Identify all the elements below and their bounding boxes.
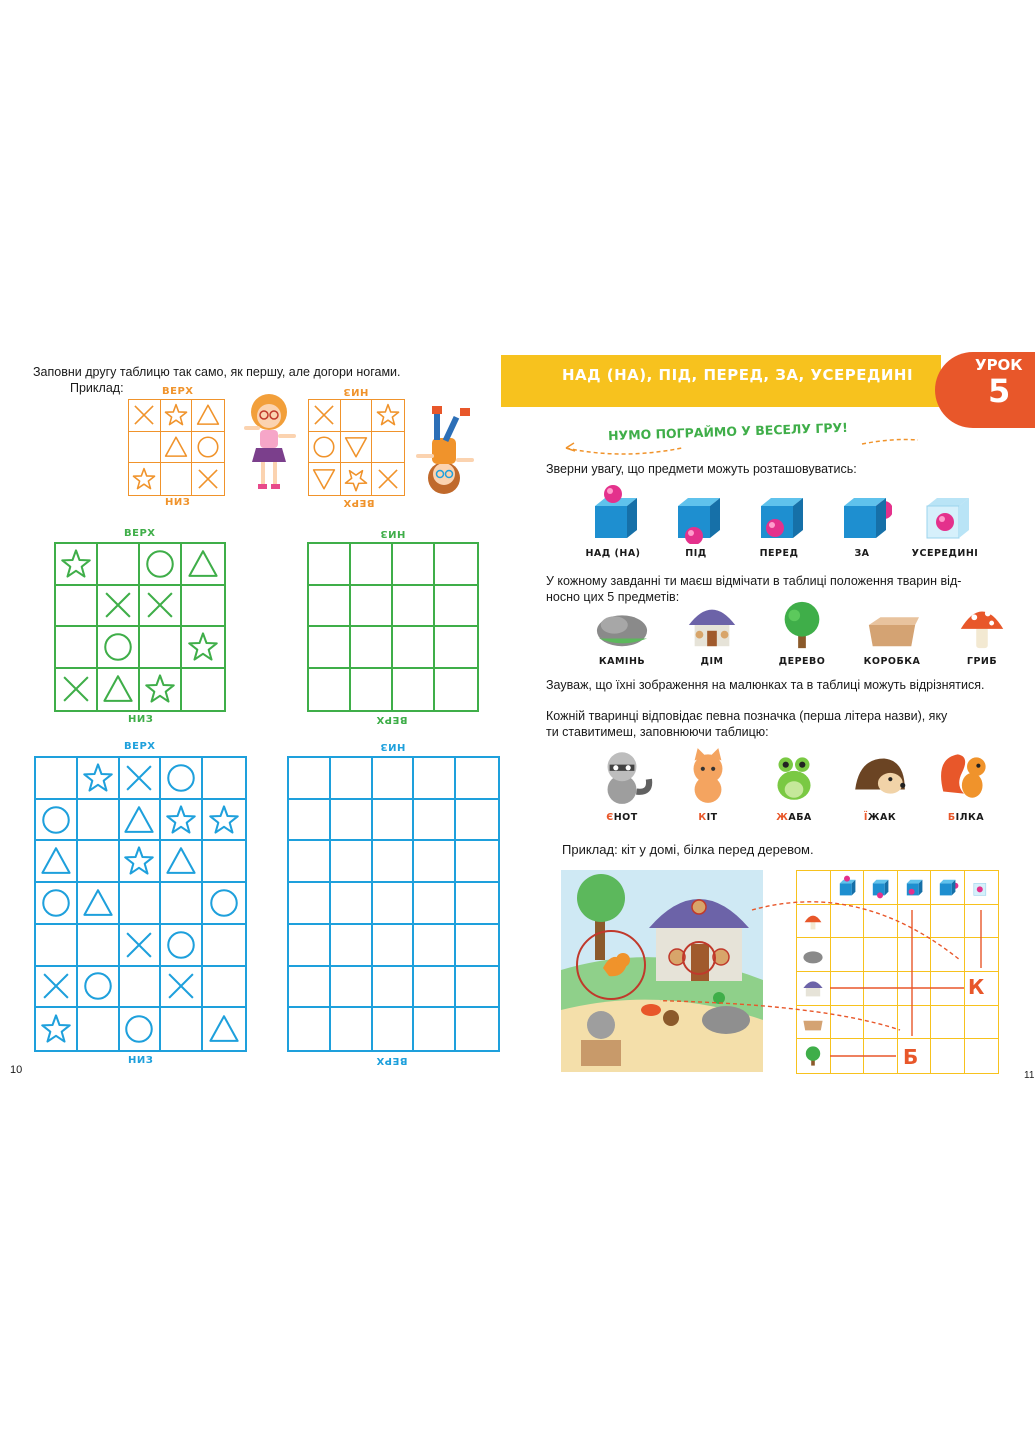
circle-shape bbox=[101, 630, 135, 664]
x-shape bbox=[164, 969, 198, 1003]
grid-cell[interactable] bbox=[414, 1008, 456, 1050]
grid-cell bbox=[192, 400, 224, 432]
position-label: ПІД bbox=[685, 548, 707, 559]
grid-cell bbox=[129, 463, 161, 495]
grid-cell bbox=[203, 883, 245, 925]
star-shape bbox=[163, 402, 189, 428]
animal-label bbox=[585, 812, 659, 823]
x-shape bbox=[131, 402, 157, 428]
grid-cell[interactable] bbox=[289, 925, 331, 967]
green-grid-empty[interactable] bbox=[307, 542, 479, 712]
grid-cell bbox=[192, 432, 224, 464]
hedgehog-icon bbox=[849, 744, 911, 806]
subtitle: НУМО ПОГРАЙМО У ВЕСЕЛУ ГРУ! bbox=[607, 419, 849, 444]
grid-cell bbox=[78, 883, 120, 925]
grid-cell bbox=[78, 758, 120, 800]
example-label: Приклад: bbox=[70, 381, 124, 395]
top-label-flipped: НИЗ bbox=[380, 741, 406, 752]
position-item bbox=[578, 484, 648, 559]
grid-cell[interactable] bbox=[414, 967, 456, 1009]
grid-cell bbox=[309, 400, 341, 432]
animal-label bbox=[929, 812, 1003, 823]
grid-cell bbox=[161, 925, 203, 967]
circle-shape bbox=[39, 803, 73, 837]
cube-icon bbox=[666, 484, 726, 544]
circle-shape bbox=[164, 761, 198, 795]
grid-cell bbox=[36, 758, 78, 800]
object-item bbox=[675, 598, 749, 667]
grid-cell[interactable] bbox=[414, 758, 456, 800]
example-grid-flipped bbox=[308, 399, 405, 496]
animals-row bbox=[585, 744, 1005, 828]
grid-cell[interactable] bbox=[393, 669, 435, 711]
example-text: Приклад: кіт у домі, білка перед деревом. bbox=[562, 842, 814, 857]
grid-cell[interactable] bbox=[331, 758, 373, 800]
animal-name-rest: АБА bbox=[788, 812, 812, 823]
box-icon bbox=[863, 598, 921, 652]
cube-icon bbox=[749, 484, 809, 544]
grid-cell bbox=[140, 669, 182, 711]
squirrel-icon bbox=[935, 744, 997, 806]
grid-cell[interactable] bbox=[289, 883, 331, 925]
grid-cell bbox=[56, 627, 98, 669]
grid-cell bbox=[182, 627, 224, 669]
grid-cell[interactable] bbox=[456, 883, 498, 925]
grid-cell[interactable] bbox=[331, 925, 373, 967]
grid-cell[interactable] bbox=[351, 586, 393, 628]
star-shape bbox=[186, 630, 220, 664]
grid-cell bbox=[120, 841, 162, 883]
triangle-shape bbox=[207, 1012, 241, 1046]
circle-shape bbox=[39, 886, 73, 920]
grid-cell[interactable] bbox=[456, 967, 498, 1009]
grid-cell[interactable] bbox=[456, 841, 498, 883]
star-shape bbox=[122, 844, 156, 878]
grid-cell bbox=[203, 841, 245, 883]
grid-cell bbox=[36, 925, 78, 967]
example-grid bbox=[128, 399, 225, 496]
bottom-label: НИЗ bbox=[165, 497, 191, 508]
star-shape bbox=[207, 803, 241, 837]
star-shape bbox=[39, 1012, 73, 1046]
triangle-shape bbox=[101, 672, 135, 706]
top-label-flipped: НИЗ bbox=[380, 528, 406, 539]
grid-cell bbox=[140, 586, 182, 628]
instruction-text: Заповни другу таблицю так само, як першу, але догори ногами. bbox=[33, 365, 401, 379]
paragraph: Кожній тваринці відповідає певна позначка (перша літера назви), яку bbox=[546, 709, 948, 723]
object-label: КОРОБКА bbox=[863, 656, 921, 667]
triangle-shape bbox=[81, 886, 115, 920]
animal-first-letter: К bbox=[698, 812, 707, 823]
grid-cell bbox=[120, 925, 162, 967]
circle-shape bbox=[81, 969, 115, 1003]
grid-cell[interactable] bbox=[456, 800, 498, 842]
x-shape bbox=[311, 402, 337, 428]
object-label: ДЕРЕВО bbox=[778, 656, 826, 667]
grid-cell bbox=[203, 967, 245, 1009]
position-item bbox=[744, 484, 814, 559]
position-item bbox=[910, 484, 980, 559]
star-shape bbox=[131, 466, 157, 492]
bottom-label-flipped: ВЕРХ bbox=[376, 1055, 408, 1066]
position-label: НАД (НА) bbox=[585, 548, 641, 559]
grid-cell bbox=[182, 669, 224, 711]
position-label: ПЕРЕД bbox=[759, 548, 799, 559]
grid-cell[interactable] bbox=[309, 627, 351, 669]
cube-icon bbox=[915, 484, 975, 544]
grid-cell bbox=[120, 967, 162, 1009]
x-shape bbox=[101, 588, 135, 622]
example-arrows bbox=[660, 870, 1005, 1074]
animal-first-letter: Ї bbox=[863, 812, 868, 823]
grid-cell bbox=[309, 463, 341, 495]
mushroom-icon bbox=[953, 598, 1011, 652]
stone-icon bbox=[593, 598, 651, 652]
grid-cell[interactable] bbox=[289, 800, 331, 842]
paragraph: Зверни увагу, що предмети можуть розташовуватись: bbox=[546, 462, 857, 476]
animal-name-rest: ІТ bbox=[706, 812, 718, 823]
blue-grid-empty[interactable] bbox=[287, 756, 500, 1052]
grid-cell[interactable] bbox=[393, 627, 435, 669]
grid-cell bbox=[161, 463, 193, 495]
object-label: ГРИБ bbox=[966, 656, 998, 667]
grid-cell bbox=[129, 432, 161, 464]
animal-item bbox=[757, 744, 831, 823]
grid-cell[interactable] bbox=[373, 1008, 415, 1050]
boy-illustration bbox=[410, 402, 482, 498]
house-icon bbox=[683, 598, 741, 652]
bottom-label: НИЗ bbox=[128, 1055, 154, 1066]
grid-cell bbox=[161, 758, 203, 800]
grid-cell bbox=[98, 586, 140, 628]
object-item bbox=[585, 598, 659, 667]
grid-cell[interactable] bbox=[373, 758, 415, 800]
triangle-shape bbox=[195, 402, 221, 428]
grid-cell bbox=[203, 925, 245, 967]
grid-cell[interactable] bbox=[309, 586, 351, 628]
circle-shape bbox=[122, 1012, 156, 1046]
circle-shape bbox=[311, 434, 337, 460]
grid-cell bbox=[161, 883, 203, 925]
grid-cell bbox=[203, 758, 245, 800]
animal-first-letter: Є bbox=[606, 812, 614, 823]
grid-cell[interactable] bbox=[435, 627, 477, 669]
grid-cell[interactable] bbox=[331, 841, 373, 883]
grid-cell[interactable] bbox=[331, 883, 373, 925]
grid-cell[interactable] bbox=[393, 586, 435, 628]
grid-cell[interactable] bbox=[351, 544, 393, 586]
position-item bbox=[661, 484, 731, 559]
grid-cell bbox=[140, 627, 182, 669]
object-item bbox=[765, 598, 839, 667]
circle-shape bbox=[164, 928, 198, 962]
triangle-shape bbox=[311, 466, 337, 492]
page-number: 11 bbox=[1024, 1070, 1035, 1081]
object-item bbox=[945, 598, 1019, 667]
object-label: КАМІНЬ bbox=[598, 656, 646, 667]
animal-label bbox=[843, 812, 917, 823]
position-label: ЗА bbox=[854, 548, 870, 559]
animal-item bbox=[929, 744, 1003, 823]
grid-cell bbox=[98, 544, 140, 586]
grid-cell bbox=[161, 841, 203, 883]
grid-cell[interactable] bbox=[289, 841, 331, 883]
grid-cell[interactable] bbox=[456, 925, 498, 967]
grid-cell bbox=[56, 586, 98, 628]
bottom-label-flipped: ВЕРХ bbox=[376, 714, 408, 725]
positions-row bbox=[578, 484, 1018, 564]
grid-cell bbox=[372, 432, 404, 464]
grid-cell[interactable] bbox=[435, 544, 477, 586]
grid-cell[interactable] bbox=[331, 1008, 373, 1050]
grid-cell bbox=[161, 432, 193, 464]
grid-cell bbox=[182, 586, 224, 628]
green-grid bbox=[54, 542, 226, 712]
tree-icon bbox=[773, 598, 831, 652]
star-shape bbox=[343, 466, 369, 492]
grid-cell bbox=[98, 627, 140, 669]
grid-cell[interactable] bbox=[289, 1008, 331, 1050]
grid-cell bbox=[140, 544, 182, 586]
grid-cell[interactable] bbox=[373, 925, 415, 967]
cube-icon bbox=[832, 484, 892, 544]
paragraph: Зауваж, що їхні зображення на малюнках та в таблиці можуть відрізнятися. bbox=[546, 678, 985, 692]
grid-cell bbox=[78, 925, 120, 967]
grid-cell[interactable] bbox=[393, 544, 435, 586]
grid-cell[interactable] bbox=[414, 883, 456, 925]
grid-cell bbox=[203, 800, 245, 842]
blue-grid bbox=[34, 756, 247, 1052]
grid-cell bbox=[36, 883, 78, 925]
page-number: 10 bbox=[10, 1064, 23, 1076]
top-label: ВЕРХ bbox=[124, 528, 156, 539]
grid-cell[interactable] bbox=[289, 758, 331, 800]
lesson-title: НАД (НА), ПІД, ПЕРЕД, ЗА, УСЕРЕДИНІ bbox=[562, 366, 914, 384]
grid-cell bbox=[36, 1008, 78, 1050]
girl-illustration bbox=[238, 390, 300, 496]
circle-shape bbox=[207, 886, 241, 920]
raccoon-icon bbox=[591, 744, 653, 806]
cat-icon bbox=[677, 744, 739, 806]
x-shape bbox=[122, 928, 156, 962]
lesson-word: УРОК bbox=[975, 356, 1023, 374]
triangle-shape bbox=[163, 434, 189, 460]
animal-label bbox=[671, 812, 745, 823]
grid-cell[interactable] bbox=[435, 669, 477, 711]
star-shape bbox=[375, 402, 401, 428]
grid-cell bbox=[161, 967, 203, 1009]
grid-cell bbox=[56, 669, 98, 711]
frog-icon bbox=[763, 744, 825, 806]
grid-cell bbox=[161, 1008, 203, 1050]
grid-cell bbox=[120, 1008, 162, 1050]
star-shape bbox=[143, 672, 177, 706]
animal-first-letter: Ж bbox=[776, 812, 789, 823]
grid-cell[interactable] bbox=[309, 544, 351, 586]
grid-cell[interactable] bbox=[351, 627, 393, 669]
grid-cell[interactable] bbox=[289, 967, 331, 1009]
objects-row bbox=[585, 598, 1005, 670]
grid-cell bbox=[372, 463, 404, 495]
grid-cell[interactable] bbox=[373, 841, 415, 883]
star-shape bbox=[81, 761, 115, 795]
grid-cell bbox=[129, 400, 161, 432]
grid-cell bbox=[309, 432, 341, 464]
grid-cell bbox=[36, 967, 78, 1009]
object-label: ДІМ bbox=[700, 656, 724, 667]
grid-cell bbox=[161, 800, 203, 842]
mark-b: Б bbox=[903, 1045, 919, 1069]
grid-cell bbox=[203, 1008, 245, 1050]
top-label: ВЕРХ bbox=[124, 741, 156, 752]
triangle-shape bbox=[343, 434, 369, 460]
grid-cell bbox=[161, 400, 193, 432]
grid-cell[interactable] bbox=[373, 800, 415, 842]
grid-cell[interactable] bbox=[331, 967, 373, 1009]
grid-cell[interactable] bbox=[373, 967, 415, 1009]
grid-cell[interactable] bbox=[351, 669, 393, 711]
grid-cell[interactable] bbox=[309, 669, 351, 711]
position-item bbox=[827, 484, 897, 559]
grid-cell bbox=[78, 841, 120, 883]
triangle-shape bbox=[39, 844, 73, 878]
grid-cell bbox=[98, 669, 140, 711]
circle-shape bbox=[143, 547, 177, 581]
x-shape bbox=[59, 672, 93, 706]
animal-name-rest: НОТ bbox=[613, 812, 638, 823]
bottom-label: НИЗ bbox=[128, 714, 154, 725]
object-item bbox=[855, 598, 929, 667]
top-label-flipped: НИЗ bbox=[343, 386, 369, 397]
star-shape bbox=[164, 803, 198, 837]
paragraph: У кожному завданні ти маєш відмічати в таблиці положення тварин від- bbox=[546, 574, 962, 588]
grid-cell bbox=[36, 800, 78, 842]
x-shape bbox=[39, 969, 73, 1003]
grid-cell bbox=[36, 841, 78, 883]
paragraph: ти ставитимеш, заповнюючи таблицю: bbox=[546, 725, 769, 739]
grid-cell[interactable] bbox=[414, 925, 456, 967]
grid-cell bbox=[78, 800, 120, 842]
grid-cell bbox=[182, 544, 224, 586]
bottom-label-flipped: ВЕРХ bbox=[343, 497, 375, 508]
grid-cell bbox=[78, 967, 120, 1009]
grid-cell bbox=[120, 758, 162, 800]
animal-label bbox=[757, 812, 831, 823]
grid-cell bbox=[56, 544, 98, 586]
grid-cell bbox=[341, 463, 373, 495]
grid-cell bbox=[341, 400, 373, 432]
animal-name-rest: ЖАК bbox=[867, 812, 897, 823]
triangle-shape bbox=[122, 803, 156, 837]
circle-shape bbox=[195, 434, 221, 460]
animal-item bbox=[671, 744, 745, 823]
x-shape bbox=[122, 761, 156, 795]
grid-cell bbox=[192, 463, 224, 495]
grid-cell[interactable] bbox=[373, 883, 415, 925]
x-shape bbox=[375, 466, 401, 492]
grid-cell bbox=[120, 800, 162, 842]
grid-cell[interactable] bbox=[331, 800, 373, 842]
paragraph: носно цих 5 предметів: bbox=[546, 590, 680, 604]
grid-cell bbox=[120, 883, 162, 925]
lesson-number: 5 bbox=[988, 372, 1011, 410]
x-shape bbox=[195, 466, 221, 492]
grid-cell[interactable] bbox=[414, 800, 456, 842]
star-shape bbox=[59, 547, 93, 581]
triangle-shape bbox=[164, 844, 198, 878]
mark-k: К bbox=[968, 975, 985, 999]
cube-icon bbox=[583, 484, 643, 544]
animal-name-rest: ІЛКА bbox=[955, 812, 985, 823]
grid-cell[interactable] bbox=[414, 841, 456, 883]
animal-first-letter: Б bbox=[947, 812, 956, 823]
position-label: УСЕРЕДИНІ bbox=[911, 548, 979, 559]
triangle-shape bbox=[186, 547, 220, 581]
x-shape bbox=[143, 588, 177, 622]
grid-cell bbox=[78, 1008, 120, 1050]
grid-cell bbox=[372, 400, 404, 432]
grid-cell[interactable] bbox=[456, 1008, 498, 1050]
grid-cell[interactable] bbox=[435, 586, 477, 628]
animal-item bbox=[585, 744, 659, 823]
top-label: ВЕРХ bbox=[162, 386, 194, 397]
grid-cell bbox=[341, 432, 373, 464]
animal-item bbox=[843, 744, 917, 823]
grid-cell[interactable] bbox=[456, 758, 498, 800]
